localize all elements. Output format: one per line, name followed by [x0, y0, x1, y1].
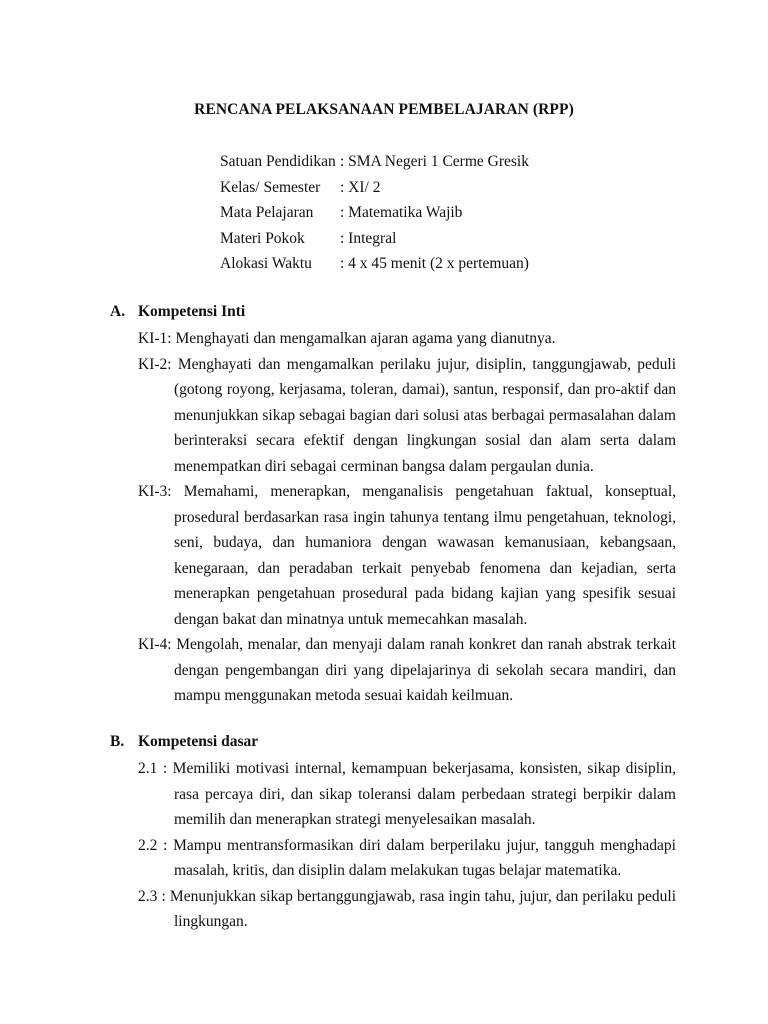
section-items	[138, 756, 676, 935]
list-item: 2.2 : Mampu mentransformasikan diri dalam berperilaku jujur, tangguh menghadapi masalah, kritis, dan disiplin dalam melakukan tugas belajar matematika.	[138, 836, 676, 879]
identity-label: Satuan Pendidikan	[220, 153, 336, 170]
identity-row	[220, 202, 529, 228]
section-items	[138, 326, 676, 709]
section-heading	[110, 301, 676, 326]
list-item: KI-1: Menghayati dan mengamalkan ajaran agama yang dianutnya.	[138, 330, 556, 347]
list-item: 2.1 : Memiliki motivasi internal, kemampuan bekerjasama, konsisten, sikap disiplin, rasa percaya diri, dan sikap toleransi dalam perbedaan strategi berpikir dalam memilih dan menerapkan strategi menyelesaikan masalah.	[138, 760, 676, 828]
identity-row	[220, 151, 529, 177]
section-kompetensi-dasar	[110, 731, 676, 935]
identity-label: Materi Pokok	[220, 229, 305, 247]
section-heading	[110, 731, 676, 756]
section-letter: B.	[110, 733, 125, 750]
list-item: 2.3 : Menunjukkan sikap bertanggungjawab, rasa ingin tahu, jujur, dan perilaku peduli lingkungan.	[138, 887, 676, 930]
section-letter: A.	[110, 303, 126, 320]
identity-value: : SMA Negeri 1 Cerme Gresik	[340, 153, 529, 170]
identity-label: Mata Pelajaran	[220, 204, 314, 221]
identity-value: : XI/ 2	[340, 178, 381, 196]
section-title: Kompetensi dasar	[138, 733, 259, 750]
list-item: KI-3: Memahami, menerapkan, menganalisis pengetahuan faktual, konseptual, prosedural berdasarkan rasa ingin tahunya tentang ilmu pengetahuan, teknologi, seni, budaya, dan humaniora dengan wawasan kemanusiaan, kebangsaan, kenegaraan, dan peradaban terkait penyebab fenomena dan kejadian, serta menerapkan pengetahuan prosedural pada bidang kajian yang spesifik sesuai dengan bakat dan minatnya untuk memecahkan masalah.	[138, 483, 676, 628]
identity-value: : Integral	[340, 229, 397, 247]
section-kompetensi-inti	[110, 301, 676, 709]
identity-label: Alokasi Waktu	[220, 255, 312, 272]
identity-row	[220, 228, 529, 254]
document-title: RENCANA PELAKSANAAN PEMBELAJARAN (RPP)	[194, 101, 574, 118]
list-item: KI-4: Mengolah, menalar, dan menyaji dalam ranah konkret dan ranah abstrak terkait dengan pengembangan diri yang dipelajarinya di sekolah secara mandiri, dan mampu menggunakan metoda sesuai kaidah keilmuan.	[138, 636, 676, 704]
identity-row	[220, 253, 529, 279]
identity-value: : Matematika Wajib	[340, 204, 463, 221]
identity-label: Kelas/ Semester	[220, 178, 321, 196]
list-item: KI-2: Menghayati dan mengamalkan perilaku jujur, disiplin, tanggungjawab, peduli (gotong royong, kerjasama, toleran, damai), santun, responsif, dan pro-aktif dan menunjukkan sikap sebagai bagian dari solusi atas berbagai permasalahan dalam berinteraksi secara efektif dengan lingkungan sosial dan alam serta dalam menempatkan diri sebagai cerminan bangsa dalam pergaulan dunia.	[138, 355, 676, 475]
identity-value: : 4 x 45 menit (2 x pertemuan)	[340, 255, 529, 272]
section-title: Kompetensi Inti	[138, 303, 246, 320]
identity-block	[220, 151, 529, 279]
identity-row	[220, 177, 529, 203]
